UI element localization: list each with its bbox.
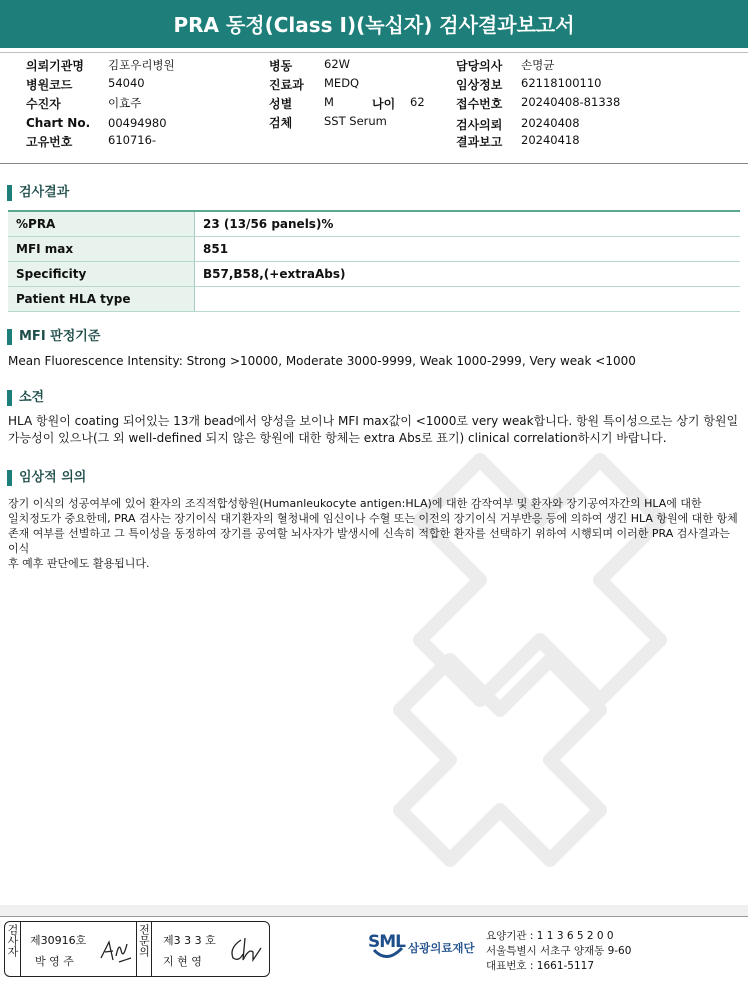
section-heading-mfi: MFI 판정기준 <box>7 329 100 345</box>
clinical-line: 일치정도가 중요한데, PRA 검사는 장기이식 대기환자의 혈청내에 임신이나 수혈 또는 이전의 장기이식 거부반응 등에 의하여 생긴 HLA 항원에 대한 항체 <box>8 512 738 525</box>
doctor-label-text: 전문의 <box>137 924 151 957</box>
info-value: 김포우리병원 <box>108 58 175 72</box>
result-key: %PRA <box>8 211 195 237</box>
opinion-line: 가능성이 있으나(그 외 well-defined 되지 않은 항원에 대한 항체는 extra Abs로 표기) clinical correlation하시기 바랍니다. <box>8 431 667 445</box>
inspector-label-text: 검사자 <box>6 924 19 957</box>
info-label: 고유번호 <box>26 135 73 149</box>
info-value: 54040 <box>108 76 145 90</box>
age-value: 62 <box>410 95 425 109</box>
info-label: 검체 <box>269 116 293 130</box>
info-value: 20240408-81338 <box>521 95 621 109</box>
clinical-text <box>8 496 740 571</box>
address: 서울특별시 서초구 양재동 9-60 <box>486 945 632 957</box>
doctor-signature-icon <box>227 934 263 966</box>
clinical-line: 후 예후 판단에도 활용됩니다. <box>8 557 150 570</box>
opinion-text <box>8 413 740 447</box>
table-row <box>8 237 740 262</box>
result-key: Patient HLA type <box>8 287 195 312</box>
doctor-name: 지 현 영 <box>163 955 202 968</box>
info-label: 병동 <box>269 59 293 73</box>
result-value: B57,B58,(+extraAbs) <box>195 262 741 287</box>
signature-box <box>4 921 270 977</box>
info-value: M <box>324 95 334 109</box>
divider <box>0 52 748 53</box>
info-value: 20240418 <box>521 133 580 147</box>
info-value: 손명균 <box>521 58 555 72</box>
info-value: MEDQ <box>324 76 360 90</box>
info-value: 00494980 <box>108 116 167 130</box>
clinical-line: 존재 여부를 선별하고 그 특이성을 동정하여 장기를 공여할 뇌사자가 발생시에 신속히 적합한 환자를 선택하기 위하여 시행되며 이러한 PRA 검사결과는 이식 <box>8 527 730 555</box>
section-heading-clinical: 임상적 의의 <box>7 470 86 486</box>
report-title: PRA 동정(Class I)(녹십자) 검사결과보고서 <box>0 0 748 48</box>
inspector-label <box>5 922 21 976</box>
section-heading-opinion: 소견 <box>7 390 44 406</box>
info-value: 20240408 <box>521 116 580 130</box>
inspector-number: 제30916호 <box>30 934 87 947</box>
results-table <box>8 210 740 312</box>
footer-info <box>486 929 631 974</box>
age-label: 나이 <box>372 97 396 111</box>
info-value: 이효주 <box>108 96 142 110</box>
patient-info <box>0 55 748 153</box>
doctor-label <box>136 922 152 976</box>
table-row <box>8 287 740 312</box>
info-label: 결과보고 <box>456 135 503 149</box>
org-name: 삼광의료재단 <box>408 941 475 955</box>
result-key: Specificity <box>8 262 195 287</box>
info-label: 진료과 <box>269 78 304 92</box>
phone: 대표번호 : 1661-5117 <box>486 960 595 972</box>
doctor-number: 제3 3 3 호 <box>163 934 216 947</box>
info-label: 검사의뢰 <box>456 118 503 132</box>
clinical-line: 장기 이식의 성공여부에 있어 환자의 조직적합성항원(Humanleukocyte antigen:HLA)에 대한 감작여부 및 환자와 장기공여자간의 HLA에 대한 <box>8 497 702 510</box>
watermark-cross-icon <box>330 420 748 900</box>
result-key: MFI max <box>8 237 195 262</box>
info-value: 62W <box>324 57 351 71</box>
info-value: 610716- <box>108 133 157 147</box>
table-row <box>8 262 740 287</box>
info-value: SST Serum <box>324 114 387 128</box>
info-value: 62118100110 <box>521 76 602 90</box>
result-value: 23 (13/56 panels)% <box>195 211 741 237</box>
info-label: 병원코드 <box>26 78 73 92</box>
info-label: 임상정보 <box>456 78 503 92</box>
info-label: 성별 <box>269 97 293 111</box>
divider <box>0 163 748 164</box>
info-label: 접수번호 <box>456 97 503 111</box>
section-heading-results: 검사결과 <box>7 185 69 201</box>
inspector-name: 박 영 주 <box>35 955 74 968</box>
result-value: 851 <box>195 237 741 262</box>
table-row <box>8 211 740 237</box>
result-value <box>195 287 741 312</box>
info-label: 담당의사 <box>456 59 503 73</box>
inspector-signature-icon <box>99 936 133 966</box>
logo-text: SML <box>368 932 405 952</box>
opinion-line: HLA 항원이 coating 되어있는 13개 bead에서 양성을 보이나 MFI max값이 <1000로 very weak합니다. 항원 특이성으로는 상기 항원일 <box>8 414 739 428</box>
mfi-criteria-text: Mean Fluorescence Intensity: Strong >10000, Moderate 3000-9999, Weak 1000-2999, Very weak <1000 <box>8 354 636 368</box>
divider <box>0 916 748 917</box>
info-label: 의뢰기관명 <box>26 59 84 73</box>
info-label: 수진자 <box>26 97 61 111</box>
institution-code: 요양기관 : 1 1 3 6 5 2 0 0 <box>486 930 614 942</box>
info-label: Chart No. <box>26 116 91 130</box>
